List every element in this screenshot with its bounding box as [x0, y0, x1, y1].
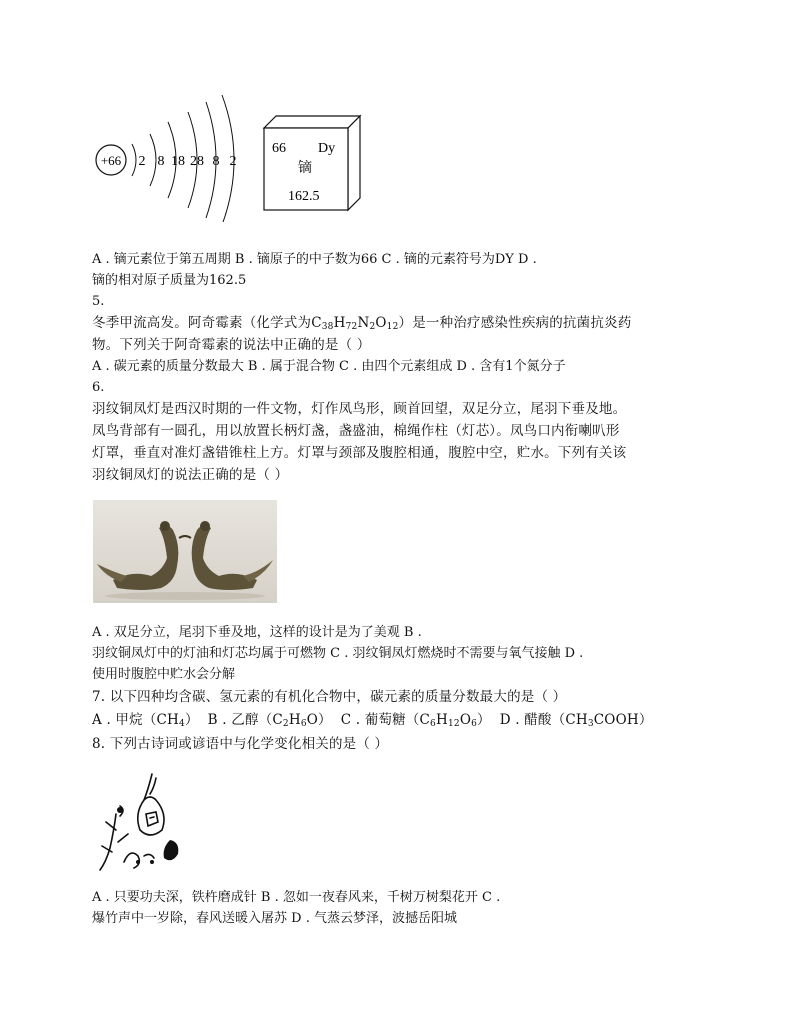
q6-stem-line-2: 凤鸟背部有一圆孔，用以放置长柄灯盏，盏盛油，棉绳作柱（灯芯）。凤鸟口内衔喇叭形 [92, 423, 620, 439]
q6-options-line-3: 使用时腹腔中贮水会分解 [92, 667, 236, 682]
shell-electrons-2: 8 [157, 154, 165, 169]
element-symbol: Dy [318, 141, 336, 156]
nucleus-charge: +66 [100, 153, 122, 168]
q5-stem-line-1: 冬季甲流高发。阿奇霉素（化学式为$C_{38}H_{72}N_2O_{12}$）是一种治疗感染性疾病的抗菌抗炎药 [92, 315, 632, 332]
q8-stem: 8. 下列古诗词或谚语中与化学变化相关的是（ ） [92, 736, 389, 752]
q6-stem-line-3: 灯罩，垂直对准灯盏错锥柱上方。灯罩与颈部及腹腔相通，腹腔中空，贮水。下列有关该 [92, 445, 627, 461]
element-card [262, 112, 362, 216]
shell-electrons-1: 2 [138, 154, 146, 169]
q6-options-line-1: A . 双足分立，尾羽下垂及地，这样的设计是为了美观 B . [92, 625, 422, 640]
q7-stem: 7. 以下四种均含碳、氢元素的有机化合物中，碳元素的质量分数最大的是（ ） [92, 689, 567, 705]
shell-electrons-4: 28 [190, 154, 204, 169]
element-number: 66 [272, 141, 286, 156]
q8-options-line-1: A . 只要功夫深，铁杵磨成针 B . 忽如一夜春风来，千树万树梨花开 C . [92, 890, 501, 905]
shell-arc-2 [150, 134, 156, 186]
q5-options: A . 碳元素的质量分数最大 B . 属于混合物 C . 由四个元素组成 D . 含有1个氮分子 [92, 359, 566, 374]
bronze-phoenix-lamp-photo [93, 500, 277, 603]
q4-options-line-2: 镝的相对原子质量为162.5 [92, 273, 247, 288]
q6-options-line-2: 羽纹铜凤灯中的灯油和灯芯均属于可燃物 C . 羽纹铜凤灯燃烧时不需要与氧气接触 D . [92, 646, 584, 661]
q8-options-line-2: 爆竹声中一岁除，春风送暖入屠苏 D . 气蒸云梦泽，波撼岳阳城 [92, 911, 457, 926]
shell-electrons-6: 2 [229, 154, 237, 169]
atom-structure-diagram [92, 92, 252, 222]
element-name: 镝 [298, 160, 312, 176]
q5-number: 5. [92, 294, 105, 309]
element-mass: 162.5 [288, 189, 320, 204]
shell-electrons-5: 8 [212, 154, 220, 169]
q5-stem-line-2: 物。下列关于阿奇霉素的说法中正确的是（ ） [92, 337, 371, 353]
q6-stem-line-4: 羽纹铜凤灯的说法正确的是（ ） [92, 467, 289, 483]
q7-options: A . 甲烷$(CH_4)$ B . 乙醇$(C_2H_6O)$ C . 葡萄糖$(C_6H_{12}O_6)$ D . 醋酸$(CH_3COOH)$ [92, 712, 653, 729]
shell-arc-1 [132, 144, 136, 176]
q6-stem-line-1: 羽纹铜凤灯是西汉时期的一件文物，灯作凤鸟形，顾首回望，双足分立，尾羽下垂及地。 [92, 401, 627, 417]
q6-number: 6. [92, 380, 105, 395]
firecracker-sketch [94, 770, 190, 874]
q4-options-line-1: A . 镝元素位于第五周期 B . 镝原子的中子数为66 C . 镝的元素符号为DY D . [92, 252, 537, 267]
shell-electrons-3: 18 [171, 154, 185, 169]
